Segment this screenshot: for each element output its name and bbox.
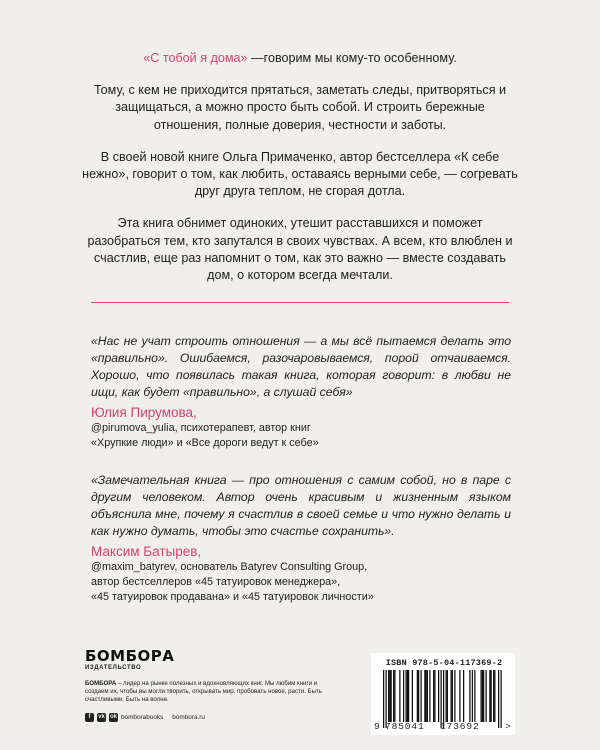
barcode-bar [474,670,475,722]
publisher-logo-sub: ИЗДАТЕЛЬСТВО [85,665,142,671]
barcode-digit-first: 9 [374,721,380,732]
book-title-quote: «С тобой я дома» [143,51,248,65]
barcode-bar [393,670,394,722]
annotation-paragraph-1 [82,50,518,67]
review-author-desc: @pirumova_yulia, психотерапевт, автор книг [91,422,311,434]
annotation-paragraph-2: Тому, с кем не приходится прятаться, заметать следы, притворяться и защищаться, а можно просто быть собой. И строить бережные отношения, полные доверия, честности и заботы. [93,83,507,132]
barcode-bar [427,670,428,722]
barcode-bar [399,670,400,722]
barcode-bar [452,670,453,722]
barcode-bar [472,670,473,722]
barcode-arrow: > [505,721,511,732]
barcode-bar [403,670,404,722]
barcode-bar [483,670,484,722]
barcode-bar [459,670,460,722]
social-handle[interactable]: bomborabooks [121,714,164,721]
barcode-bar [463,670,464,722]
publisher-description [85,680,325,704]
barcode-bar [424,670,425,722]
barcode-digits-right: 173692 [440,721,480,732]
barcode-bar [394,670,395,722]
barcode-bar [443,670,444,728]
facebook-icon[interactable]: f [85,713,94,722]
barcode-bar [391,670,392,722]
barcode-bar [388,670,389,722]
barcode-bar [434,670,435,722]
review-text: «Нас не учат строить отношения — а мы всё пытаемся делать это «правильно». Ошибаемся, разочаровываемся, порой отчаиваемся. Хорошо, что появилась такая книга, которая говорит: в любви не ищи, как будет «правильно», а слушай себя» [91,334,511,399]
barcode-bar [417,670,418,722]
review-text: «Замечательная книга — про отношения с самим собой, но в паре с другим человеком. Автор очень красивым и жизненным языком объяснила мне, почему я счастлив в своей семье и что нужно делать и как нужно думать, чтобы это счастье сохранить». [91,473,511,538]
barcode-bar [481,670,482,722]
barcode-bar [493,670,494,722]
publisher-logo: БОМБОРА [85,647,175,665]
review-author-books: автор бестселлеров «45 татуировок менеджера», [91,576,341,588]
review-author: Юлия Пирумова, [91,405,197,420]
barcode-bar [447,670,448,722]
barcode-bar [429,670,430,722]
barcode-bar [441,670,442,728]
barcode-bar [383,670,384,728]
divider-line [91,302,509,303]
barcode-bar [389,670,390,722]
review-author: Максим Батырев, [91,544,202,559]
barcode-bar [489,670,490,722]
barcode-bar [421,670,422,722]
barcode-bar [406,670,407,722]
barcode-bar [454,670,455,722]
isbn-number: ISBN 978-5-04-117369-2 [385,658,503,668]
barcode-digits-left: 785041 [385,721,425,732]
barcode-bar [494,670,495,722]
barcode-bar [482,670,483,722]
publisher-block [85,648,325,722]
barcode-bar [418,670,419,722]
barcode-bar [412,670,413,722]
barcode-bar [446,670,447,722]
review-author-books: «Хрупкие люди» и «Все дороги ведут к себе» [91,437,319,449]
odnoklassniki-icon[interactable]: ok [109,714,117,720]
barcode-bar [433,670,434,722]
annotation-text: —говорим мы кому-то особенному. [247,51,457,65]
review-quote-2 [91,472,511,605]
barcode-bar [426,670,427,722]
barcode-bar [408,670,409,722]
barcode-bar [438,670,439,722]
annotation-paragraph-3: В своей новой книге Ольга Примаченко, автор бестселлера «К себе нежно», говорит о том, как любить, оставаясь верными себе, — согревать друг друга теплом, не сгорая дотла. [82,149,518,199]
barcode-bar [469,670,470,722]
publisher-desc-text: – лидер на рынке полезных и вдохновляющих книг. Мы любим книги и создаем их, чтобы вы могли творить, открывать мир, пробовать новое, расти. Быть счастливыми. Быть на волне. [85,680,322,703]
barcode-bar [386,670,387,728]
book-annotation [82,50,518,299]
review-author-desc: @maxim_batyrev, основатель Batyrev Consulting Group, [91,561,368,573]
barcode-bar [407,670,408,722]
isbn-barcode [371,653,515,735]
barcode-bar [451,670,452,722]
barcode-bar [486,670,487,722]
publisher-name: БОМБОРА [85,680,117,687]
barcode-bar [498,670,499,728]
publisher-website[interactable]: bombora.ru [172,714,205,721]
vk-icon[interactable]: vk [98,714,105,720]
annotation-paragraph-4: Эта книга обнимет одиноких, утешит расставшихся и поможет разобраться тем, кто запутался в своих чувствах. А всем, кто влюблен и счастлив, еще раз напомнит о том, как это важно — вместе создавать дом, о котором всегда мечтали. [87,216,513,283]
publisher-socials [85,713,325,722]
review-author-books-2: «45 татуировок продавана» и «45 татуировок личности» [91,591,374,603]
barcode-bar [501,670,502,728]
barcode-bar [491,670,492,722]
review-quote-1 [91,333,511,451]
